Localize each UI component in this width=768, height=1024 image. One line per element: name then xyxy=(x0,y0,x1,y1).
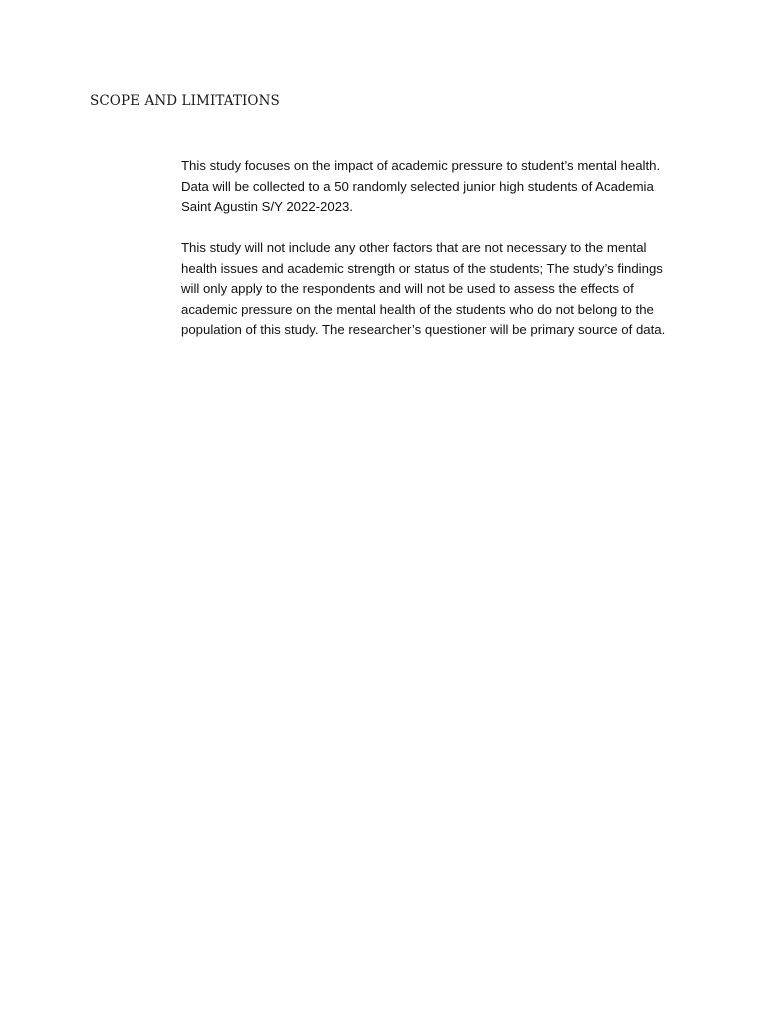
section-heading: SCOPE AND LIMITATIONS xyxy=(90,93,280,109)
section-body xyxy=(181,156,681,361)
paragraph-limitations: This study will not include any other factors that are not necessary to the mental health issues and academic strength or status of the students; The study’s findings will only apply to the respondents and will not be used to assess the effects of academic pressure on the mental health of the students who do not belong to the population of this study. The researcher’s questioner will be primary source of data. xyxy=(181,240,666,337)
paragraph-scope: This study focuses on the impact of academic pressure to student’s mental health. Data will be collected to a 50 randomly selected junior high students of Academia Saint Agustin S/Y 2022-2023. xyxy=(181,158,661,214)
